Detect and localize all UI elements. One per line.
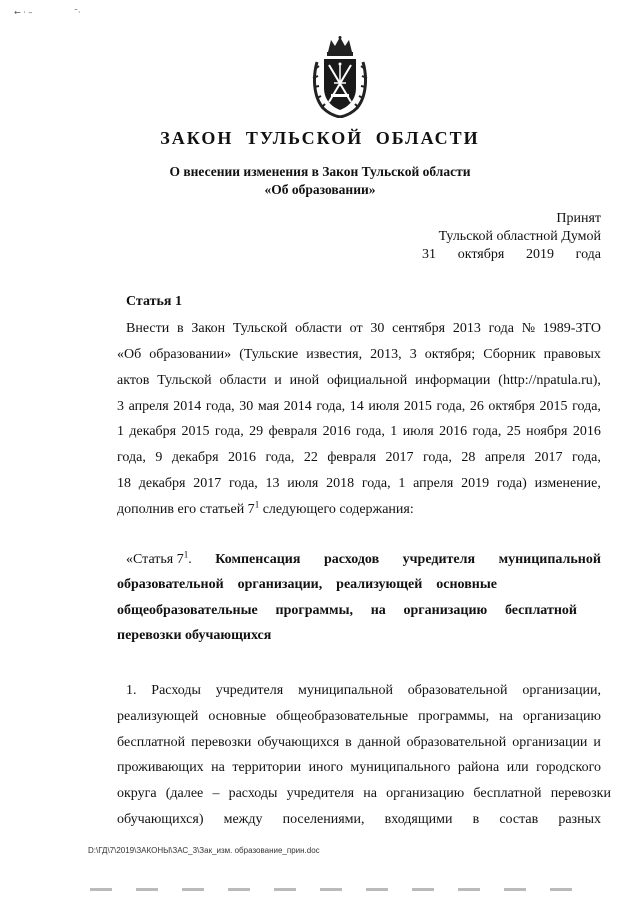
scan-mark-top-left: ← · – xyxy=(14,8,33,17)
article-7-heading-line-4: перевозки обучающихся xyxy=(117,628,272,643)
word: между xyxy=(223,812,263,827)
word: года, xyxy=(423,450,452,465)
article-7-para-1-line xyxy=(126,683,601,699)
article-1-line xyxy=(117,450,601,466)
word: официальной xyxy=(326,373,408,388)
word: основные xyxy=(436,577,497,592)
word: 3 xyxy=(409,347,417,362)
word: области xyxy=(219,373,267,388)
word: года, xyxy=(117,450,146,465)
word: 2014 xyxy=(173,399,202,414)
word: февраля xyxy=(327,450,377,465)
article-7-heading-line-2 xyxy=(117,577,497,593)
word: разных xyxy=(558,812,601,827)
word: организацию xyxy=(522,709,601,724)
article-7-prefix-text: «Статья 7 xyxy=(126,552,184,567)
article-7-para-1-line xyxy=(117,709,601,725)
word: иной xyxy=(289,373,320,388)
adopted-label: Принят xyxy=(556,211,601,226)
article-7-heading-line-1 xyxy=(126,549,601,568)
word: в xyxy=(176,321,184,336)
word: апреля xyxy=(128,399,169,414)
word: года, xyxy=(572,450,601,465)
word: бесплатной xyxy=(473,786,542,801)
word: Внести xyxy=(126,321,170,336)
word: 2016 xyxy=(572,424,601,439)
word: мая xyxy=(257,399,280,414)
word: и xyxy=(274,373,282,388)
word: учредителя xyxy=(286,786,355,801)
word: организации, xyxy=(522,683,601,698)
word: года xyxy=(488,321,514,336)
heading-word: учредителя xyxy=(402,552,476,567)
word: 1 xyxy=(117,424,124,439)
article-7-para-1-line xyxy=(117,812,601,828)
article-1-line xyxy=(117,347,601,363)
word: в xyxy=(345,735,352,750)
word: года, xyxy=(472,424,502,439)
word: 13 xyxy=(265,476,280,491)
word: реализующей xyxy=(336,577,423,592)
word: 2018 xyxy=(326,476,355,491)
word: общеобразовательные xyxy=(276,709,409,724)
word: обучающихся xyxy=(257,735,340,750)
word: (далее xyxy=(165,786,204,801)
word: «Об xyxy=(117,347,142,362)
word: общеобразовательные xyxy=(117,603,258,618)
scan-mark-top-mid: ˜· xyxy=(74,8,81,17)
article-1-last-line-sup: 1 xyxy=(254,499,260,510)
article-7-para-1-line xyxy=(117,786,611,802)
article-1-line xyxy=(117,476,601,492)
word: поселениями, xyxy=(282,812,365,827)
article-1-last-line-text: дополнив его статьей 7 xyxy=(117,502,255,517)
adopted-date-year: 2019 xyxy=(525,247,554,262)
word: июля xyxy=(287,476,319,491)
word: 2015 xyxy=(403,399,432,414)
article-7-heading-line-3 xyxy=(117,603,577,619)
word: Сборник xyxy=(483,347,536,362)
word: бесплатной xyxy=(504,603,577,618)
word: состав xyxy=(499,812,539,827)
word: образовательной xyxy=(407,683,508,698)
article-1-line xyxy=(117,424,601,440)
article-1-last-line xyxy=(117,499,414,518)
word: Тульской xyxy=(157,373,212,388)
word: – xyxy=(212,786,220,801)
word: (http://npatula.ru), xyxy=(498,373,601,388)
adopted-body: Тульской областной Думой xyxy=(438,229,601,244)
word: 25 xyxy=(506,424,521,439)
article-7-para-1-line xyxy=(117,735,601,751)
word: организации, xyxy=(237,577,323,592)
word: входящими xyxy=(384,812,453,827)
word: октября; xyxy=(424,347,476,362)
word: года, xyxy=(214,424,244,439)
word: округа xyxy=(117,786,157,801)
word: февраля xyxy=(268,424,318,439)
word: года, xyxy=(205,399,235,414)
word: года, xyxy=(436,399,466,414)
word: апреля xyxy=(413,476,454,491)
word: известия, xyxy=(306,347,363,362)
word: правовых xyxy=(543,347,601,362)
word: 14 xyxy=(349,399,364,414)
word: на xyxy=(370,603,386,618)
word: данной xyxy=(357,735,401,750)
article-1-last-line-tail: следующего содержания: xyxy=(259,502,414,517)
word: основные xyxy=(208,709,267,724)
word: организацию xyxy=(386,786,465,801)
word: 1 xyxy=(398,476,406,491)
law-subtitle-line-2: «Об образовании» xyxy=(264,182,376,197)
word: бесплатной xyxy=(117,735,186,750)
word: перевозки xyxy=(191,735,252,750)
scan-bleed xyxy=(90,888,590,891)
word: территории xyxy=(232,760,302,775)
word: года, xyxy=(316,399,346,414)
word: организацию xyxy=(403,603,488,618)
word: года, xyxy=(228,476,258,491)
word: образовании» xyxy=(149,347,232,362)
word: образовательной xyxy=(406,735,507,750)
word: или xyxy=(506,760,529,775)
heading-word: расходов xyxy=(323,552,380,567)
word: апреля xyxy=(484,450,526,465)
word: и xyxy=(593,735,601,750)
word: 9 xyxy=(155,450,163,465)
word: на xyxy=(363,786,377,801)
word: 3 xyxy=(117,399,124,414)
adopted-date xyxy=(422,247,601,263)
word: 22 xyxy=(303,450,318,465)
word: № xyxy=(521,321,536,336)
adopted-date-day: 31 xyxy=(422,247,436,262)
law-subtitle-line-1: О внесении изменения в Закон Тульской области xyxy=(169,164,471,179)
word: 2013 xyxy=(452,321,481,336)
word: декабря xyxy=(171,450,219,465)
word: иного xyxy=(308,760,343,775)
word: на xyxy=(499,709,513,724)
word: 30 xyxy=(239,399,254,414)
word: 2015 xyxy=(539,399,568,414)
word: изменение, xyxy=(534,476,601,491)
word: обучающихся) xyxy=(117,812,204,827)
word: 1. xyxy=(126,683,137,698)
word: декабря xyxy=(129,424,177,439)
word: программы, xyxy=(275,603,353,618)
article-7-prefix xyxy=(126,549,192,568)
article-7-prefix-sup: 1 xyxy=(183,549,189,560)
word: 1989-ЗТО xyxy=(542,321,601,336)
word: 26 xyxy=(469,399,484,414)
word: (Тульские xyxy=(239,347,299,362)
word: актов xyxy=(117,373,150,388)
adopted-date-month: октября xyxy=(457,247,505,262)
word: 2015 xyxy=(181,424,210,439)
word: от xyxy=(349,321,363,336)
word: городского xyxy=(536,760,601,775)
word: учредителя xyxy=(215,683,284,698)
word: расходы xyxy=(228,786,278,801)
word: 18 xyxy=(117,476,131,491)
word: года, xyxy=(265,450,295,465)
word: 2016 xyxy=(439,424,468,439)
article-1-line xyxy=(117,399,601,415)
article-1-line xyxy=(117,373,601,389)
word: Закон xyxy=(191,321,226,336)
word: 2017 xyxy=(534,450,563,465)
article-1-heading: Статья 1 xyxy=(126,294,182,309)
word: муниципальной xyxy=(297,683,393,698)
word: сентября xyxy=(392,321,446,336)
word: года) xyxy=(496,476,527,491)
word: года, xyxy=(572,399,601,414)
word: программы, xyxy=(418,709,490,724)
word: 1 xyxy=(390,424,398,439)
word: области xyxy=(295,321,342,336)
word: 2017 xyxy=(385,450,414,465)
word: на xyxy=(211,760,225,775)
word: муниципального xyxy=(350,760,451,775)
article-7-para-1-line xyxy=(117,760,601,776)
word: реализующей xyxy=(117,709,199,724)
word: июля xyxy=(368,399,400,414)
word: образовательной xyxy=(117,577,224,592)
word: 28 xyxy=(461,450,476,465)
word: Тульской xyxy=(232,321,288,336)
word: 2017 xyxy=(193,476,222,491)
law-title: ЗАКОН ТУЛЬСКОЙ ОБЛАСТИ xyxy=(160,128,480,148)
word: 2019 xyxy=(461,476,490,491)
file-path-footer: D:\ГД\7\2019\ЗАКОНЫ\ЗАС_3\Зак_изм. образование_прин.doc xyxy=(88,846,320,855)
adopted-date-word: года xyxy=(575,247,601,262)
heading-word: Компенсация xyxy=(215,552,301,567)
word: организации xyxy=(512,735,588,750)
word: 29 xyxy=(249,424,264,439)
word: в xyxy=(472,812,480,827)
word: июля xyxy=(402,424,434,439)
word: октября xyxy=(488,399,535,414)
word: 2014 xyxy=(283,399,312,414)
word: декабря xyxy=(138,476,186,491)
word: 2016 xyxy=(322,424,351,439)
word: года, xyxy=(361,476,391,491)
word: 2016 xyxy=(228,450,257,465)
article-7-prefix-dot: . xyxy=(188,552,192,567)
word: ноября xyxy=(526,424,568,439)
word: года, xyxy=(356,424,385,439)
word: перевозки xyxy=(550,786,611,801)
coat-of-arms-emblem xyxy=(311,36,369,118)
article-1-line xyxy=(126,321,601,337)
word: Расходы xyxy=(151,683,201,698)
word: проживающих xyxy=(117,760,204,775)
word: района xyxy=(457,760,500,775)
heading-word: муниципальной xyxy=(498,552,601,567)
word: информации xyxy=(415,373,491,388)
word: 2013, xyxy=(370,347,402,362)
word: 30 xyxy=(370,321,385,336)
